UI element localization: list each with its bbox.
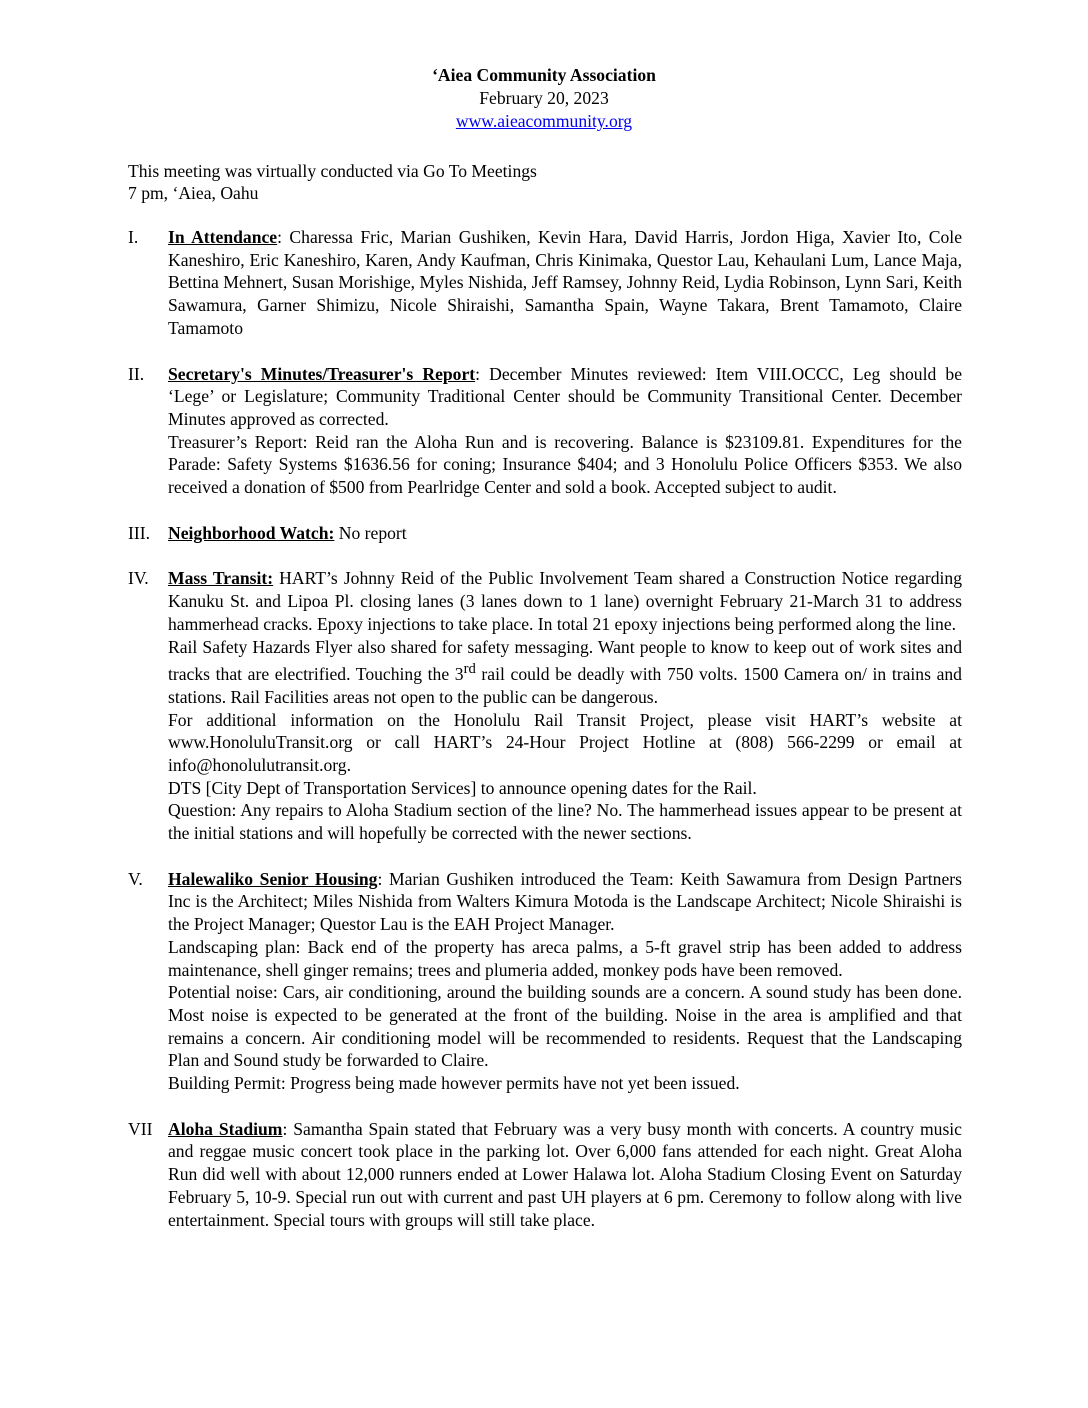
section-number: IV. bbox=[128, 568, 149, 589]
section-heading: Secretary's Minutes/Treasurer's Report bbox=[168, 363, 476, 384]
treasurer-report-text: Treasurer’s Report: Reid ran the Aloha Run and is recovering. Balance is $23109.81. Expenditures for the Parade: Safety Systems $1636.56 for coning; Insurance $404; and 3 Honolulu Police Officers $353. We also received a donation of $500 from Pearlridge Center and sold a book. Accepted subject to audit. bbox=[168, 431, 962, 498]
transit-question-text: Question: Any repairs to Aloha Stadium section of the line? No. The hammerhead issues appear to be present at the initial stations and will hopefully be corrected with the newer sections. bbox=[168, 800, 962, 844]
rail-safety-text: Rail Safety Hazards Flyer also shared for safety messaging. Want people to know to keep out of work sites and tracks that are electrified. Touching the 3rd rail could be deadly with 750 volts. 1500 Camera on/ in trains and stations. Rail Facilities areas not open to the public can be dangerous. bbox=[168, 636, 962, 707]
meeting-date: February 20, 2023 bbox=[479, 88, 609, 108]
meeting-intro bbox=[128, 160, 968, 204]
section-heading: Aloha Stadium bbox=[168, 1118, 283, 1139]
section-heading: Mass Transit: bbox=[168, 568, 274, 589]
section-number: III. bbox=[128, 522, 150, 543]
watch-report-text: No report bbox=[334, 522, 407, 543]
hart-contact-text: For additional information on the Honolulu Rail Transit Project, please visit HART’s website at www.HonoluluTransit.org or call HART’s 24-Hour Project Hotline at (808) 566-2299 or email at info@honolulutransit.org. bbox=[168, 709, 962, 775]
landscaping-plan-text: Landscaping plan: Back end of the property has areca palms, a 5-ft gravel strip has been added to address maintenance, shell ginger remains; trees and plumeria added, monkey pods have been removed. bbox=[168, 936, 962, 980]
meeting-format-line: This meeting was virtually conducted via Go To Meetings bbox=[128, 161, 537, 181]
potential-noise-text: Potential noise: Cars, air conditioning, around the building sounds are a concern. A sound study has been done. Most noise is expected to be generated at the front of the building. Noise in the area is amplified and that remains a concern. Air conditioning model will be recommended to residents. Request that the Landscaping Plan and Sound study be forwarded to Claire. bbox=[168, 982, 962, 1071]
section-aloha-stadium bbox=[128, 1118, 962, 1232]
dts-text: DTS [City Dept of Transportation Services] to announce opening dates for the Rail. bbox=[168, 777, 757, 798]
section-attendance bbox=[128, 226, 962, 340]
organization-title: ‘Aiea Community Association bbox=[432, 65, 656, 85]
section-senior-housing bbox=[128, 868, 962, 1095]
minutes-sections bbox=[128, 226, 962, 1254]
section-heading: Halewaliko Senior Housing bbox=[168, 868, 378, 889]
section-number: VII bbox=[128, 1118, 153, 1139]
section-number: I. bbox=[128, 227, 139, 247]
section-number: V. bbox=[128, 868, 143, 889]
meeting-time-location-line: 7 pm, ‘Aiea, Oahu bbox=[128, 183, 259, 203]
section-heading: Neighborhood Watch: bbox=[168, 522, 335, 543]
secretary-minutes-text: : December Minutes reviewed: Item VIII.OCCC, Leg should be ‘Lege’ or Legislature; Community Traditional Center should be Community Transitional Center. December Minutes approved as corrected. bbox=[168, 363, 963, 429]
housing-team-text: : Marian Gushiken introduced the Team: Keith Sawamura from Design Partners Inc is the Architect; Miles Nishida from Walters Kimura Motoda is the Landscape Architect; Nicole Shiraishi is the Project Manager; Questor Lau is the EAH Project Manager. bbox=[168, 868, 962, 935]
document-header bbox=[0, 64, 1088, 133]
website-link[interactable]: www.aieacommunity.org bbox=[455, 111, 633, 131]
stadium-report-text: : Samantha Spain stated that February was a very busy month with concerts. A country music and reggae music concert took place in the parking lot. Over 6,000 fans attended for each night. Great Aloha Run did well with about 12,000 runners ended at Lower Halawa lot. Aloha Stadium Closing Event on Saturday February 5, 10-9. Special run out with current and past UH players at 6 pm. Ceremony to follow along with live entertainment. Special tours with groups will still take place. bbox=[168, 1118, 962, 1230]
section-secretary-treasurer bbox=[128, 363, 962, 499]
section-neighborhood-watch bbox=[128, 522, 962, 545]
section-heading: In Attendance bbox=[168, 227, 278, 247]
section-number: II. bbox=[128, 363, 145, 384]
section-mass-transit bbox=[128, 567, 962, 844]
ordinal-superscript: rd bbox=[463, 661, 476, 678]
attendance-list: : Charessa Fric, Marian Gushiken, Kevin Hara, David Harris, Jordon Higa, Xavier Ito, Cole Kaneshiro, Eric Kaneshiro, Karen, Andy Kaufman, Chris Kinimaka, Questor Lau, Kehaulani Lum, Lance Maja, Bettina Mehnert, Susan Morishige, Myles Nishida, Jeff Ramsey, Johnny Reid, Lydia Robinson, Lynn Sari, Keith Sawamura, Garner Shimizu, Nicole Shiraishi, Samantha Spain, Wayne Takara, Brent Tamamoto, Claire Tamamoto bbox=[168, 227, 963, 338]
building-permit-text: Building Permit: Progress being made however permits have not yet been issued. bbox=[168, 1073, 740, 1094]
transit-notice-text: HART’s Johnny Reid of the Public Involvement Team shared a Construction Notice regarding Kanuku St. and Lipoa Pl. closing lanes (3 lanes down to 1 lane) overnight February 21-March 31 to address hammerhead cracks. Epoxy injections to take place. In total 21 epoxy injections being performed along the line. bbox=[168, 568, 963, 634]
